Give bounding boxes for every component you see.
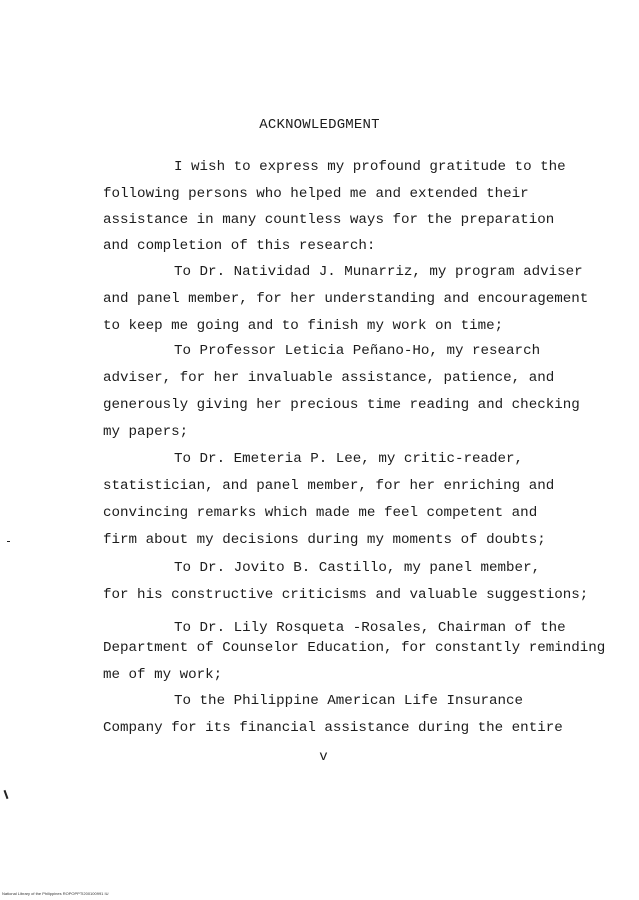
text-line: to keep me going and to finish my work on time; — [103, 318, 504, 334]
text-line: To Dr. Emeteria P. Lee, my critic-reader, — [174, 451, 524, 467]
scan-speck — [7, 541, 10, 542]
text-line: convincing remarks which made me feel competent and — [103, 505, 538, 521]
text-line: Department of Counselor Education, for constantly reminding — [103, 640, 606, 656]
text-line: To Dr. Jovito B. Castillo, my panel member, — [174, 560, 541, 576]
text-line: To Professor Leticia Peñano-Ho, my research — [174, 343, 541, 359]
text-line: generously giving her precious time reading and checking — [103, 397, 580, 413]
text-line: I wish to express my profound gratitude to the — [174, 159, 566, 175]
text-line: firm about my decisions during my moments of doubts; — [103, 532, 546, 548]
text-line: following persons who helped me and extended their — [103, 186, 529, 202]
text-line: To the Philippine American Life Insurance — [174, 693, 524, 709]
text-line: statistician, and panel member, for her enriching and — [103, 478, 555, 494]
text-line: and panel member, for her understanding and encouragement — [103, 291, 589, 307]
page-title: ACKNOWLEDGMENT — [259, 117, 380, 133]
text-line: assistance in many countless ways for the preparation — [103, 212, 555, 228]
scan-speck — [4, 790, 9, 799]
page-number: v — [319, 749, 328, 765]
text-line: for his constructive criticisms and valuable suggestions; — [103, 587, 589, 603]
text-line: me of my work; — [103, 667, 223, 683]
text-line: To Dr. Natividad J. Munarriz, my program adviser — [174, 264, 583, 280]
text-line: and completion of this research: — [103, 238, 376, 254]
text-line: my papers; — [103, 424, 189, 440]
text-line: Company for its financial assistance during the entire — [103, 720, 563, 736]
library-footer: National Library of the Philippines ROPOPPTI200100991 IU — [2, 891, 109, 896]
text-line: To Dr. Lily Rosqueta -Rosales, Chairman of the — [174, 620, 566, 636]
text-line: adviser, for her invaluable assistance, patience, and — [103, 370, 555, 386]
